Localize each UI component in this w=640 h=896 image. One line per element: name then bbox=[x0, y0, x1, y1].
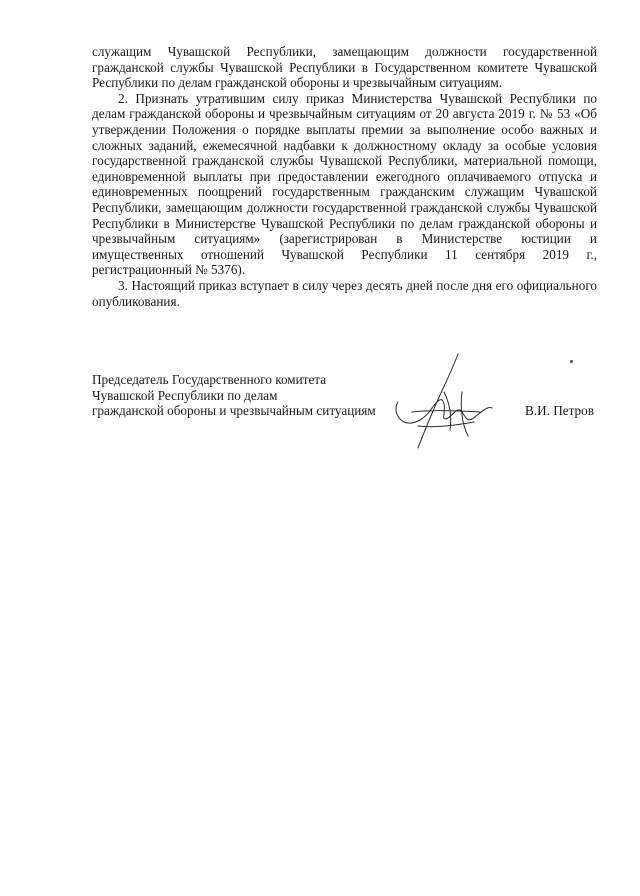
document-body bbox=[92, 44, 597, 309]
paragraph-3-effective-date: 3. Настоящий приказ вступает в силу через десять дней после дня его официального опубликования. bbox=[92, 277, 597, 309]
scan-mark bbox=[570, 360, 573, 363]
signature-title-line-2: Чувашской Республики по делам bbox=[92, 387, 278, 403]
paragraph-2-repeal-order: 2. Признать утратившим силу приказ Министерства Чувашской Республики по делам гражданской обороны и чрезвычайным ситуациям от 20 августа 2019 г. № 53 «Об утверждении Положения о порядке выплаты премии за выполнение особо важных и сложных заданий, ежемесячной надбавки к должностному окладу за особые условия государственной гражданской службы Чувашской Республики, материальной помощи, единовременной выплаты при предоставлении ежегодного оплачиваемого отпуска и единовременных поощрений государственным гражданским служащим Чувашской Республики, замещающим должности государственной гражданской службы Чувашской Республики в Министерстве Чувашской Республики по делам гражданской обороны и чрезвычайным ситуациям» (зарегистрирован в Министерстве юстиции и имущественных отношений Чувашской Республики 11 сентября 2019 г., регистрационный № 5376). bbox=[92, 90, 597, 278]
signature-title bbox=[92, 372, 376, 419]
signer-name: В.И. Петров bbox=[525, 403, 594, 418]
handwritten-signature bbox=[388, 352, 500, 452]
paragraph-1-continuation: служащим Чувашской Республики, замещающим должности государственной гражданской службы Чувашской Республики в Государственном комитете Чувашской Республики по делам гражданской обороны и чрезвычайным ситуациям. bbox=[92, 44, 597, 91]
signature-title-line-3: гражданской обороны и чрезвычайным ситуациям bbox=[92, 403, 376, 419]
signature-title-line-1: Председатель Государственного комитета bbox=[92, 372, 327, 387]
